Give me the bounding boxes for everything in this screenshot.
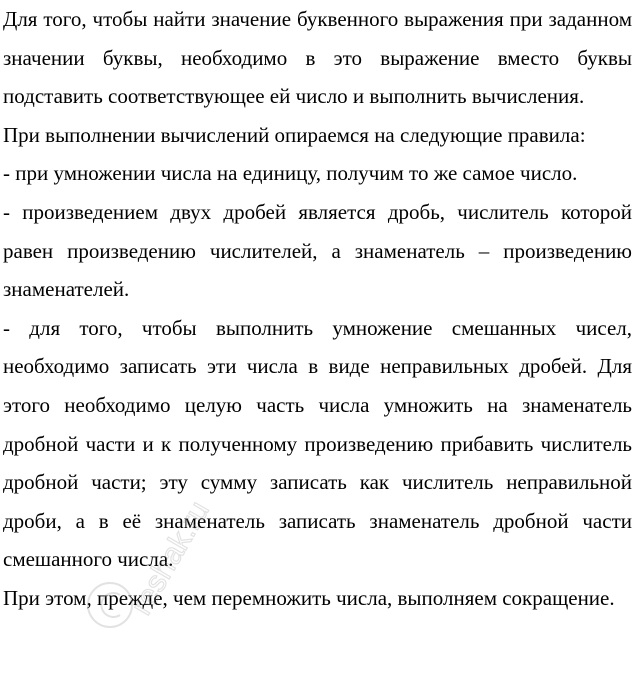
paragraph-rule-mixed-numbers: - для того, чтобы выполнить умножение смешанных чисел, необходимо записать эти числа в виде неправильных дробей. Для этого необходимо целую часть числа умножить на знаменатель дробной части и к полученному произведению прибавить числитель дробной части; эту сумму записать как числитель неправильной дроби, а в её знаменатель записать знаменатель дробной части смешанного числа.: [3, 315, 632, 572]
watermark-text: reshak.ru: [124, 495, 216, 621]
paragraph-intro: Для того, чтобы найти значение буквенного выражения при заданном значении буквы, необходимо в это выражение вместо буквы подставить соответствующее ей число и выполнить вычисления.: [3, 7, 632, 109]
paragraph-rules-heading: При выполнении вычислений опираемся на следующие правила:: [3, 122, 586, 147]
paragraph-rule-multiply-by-one: - при умножении числа на единицу, получим то же самое число.: [3, 161, 578, 186]
paragraph-rule-fraction-product: - произведением двух дробей является дробь, числитель которой равен произведению числителей, а знаменатель – произведению знаменателей.: [3, 199, 632, 302]
document-body: [3, 0, 632, 618]
paragraph-reduction-note: При этом, прежде, чем перемножить числа, выполняем сокращение.: [3, 585, 615, 610]
